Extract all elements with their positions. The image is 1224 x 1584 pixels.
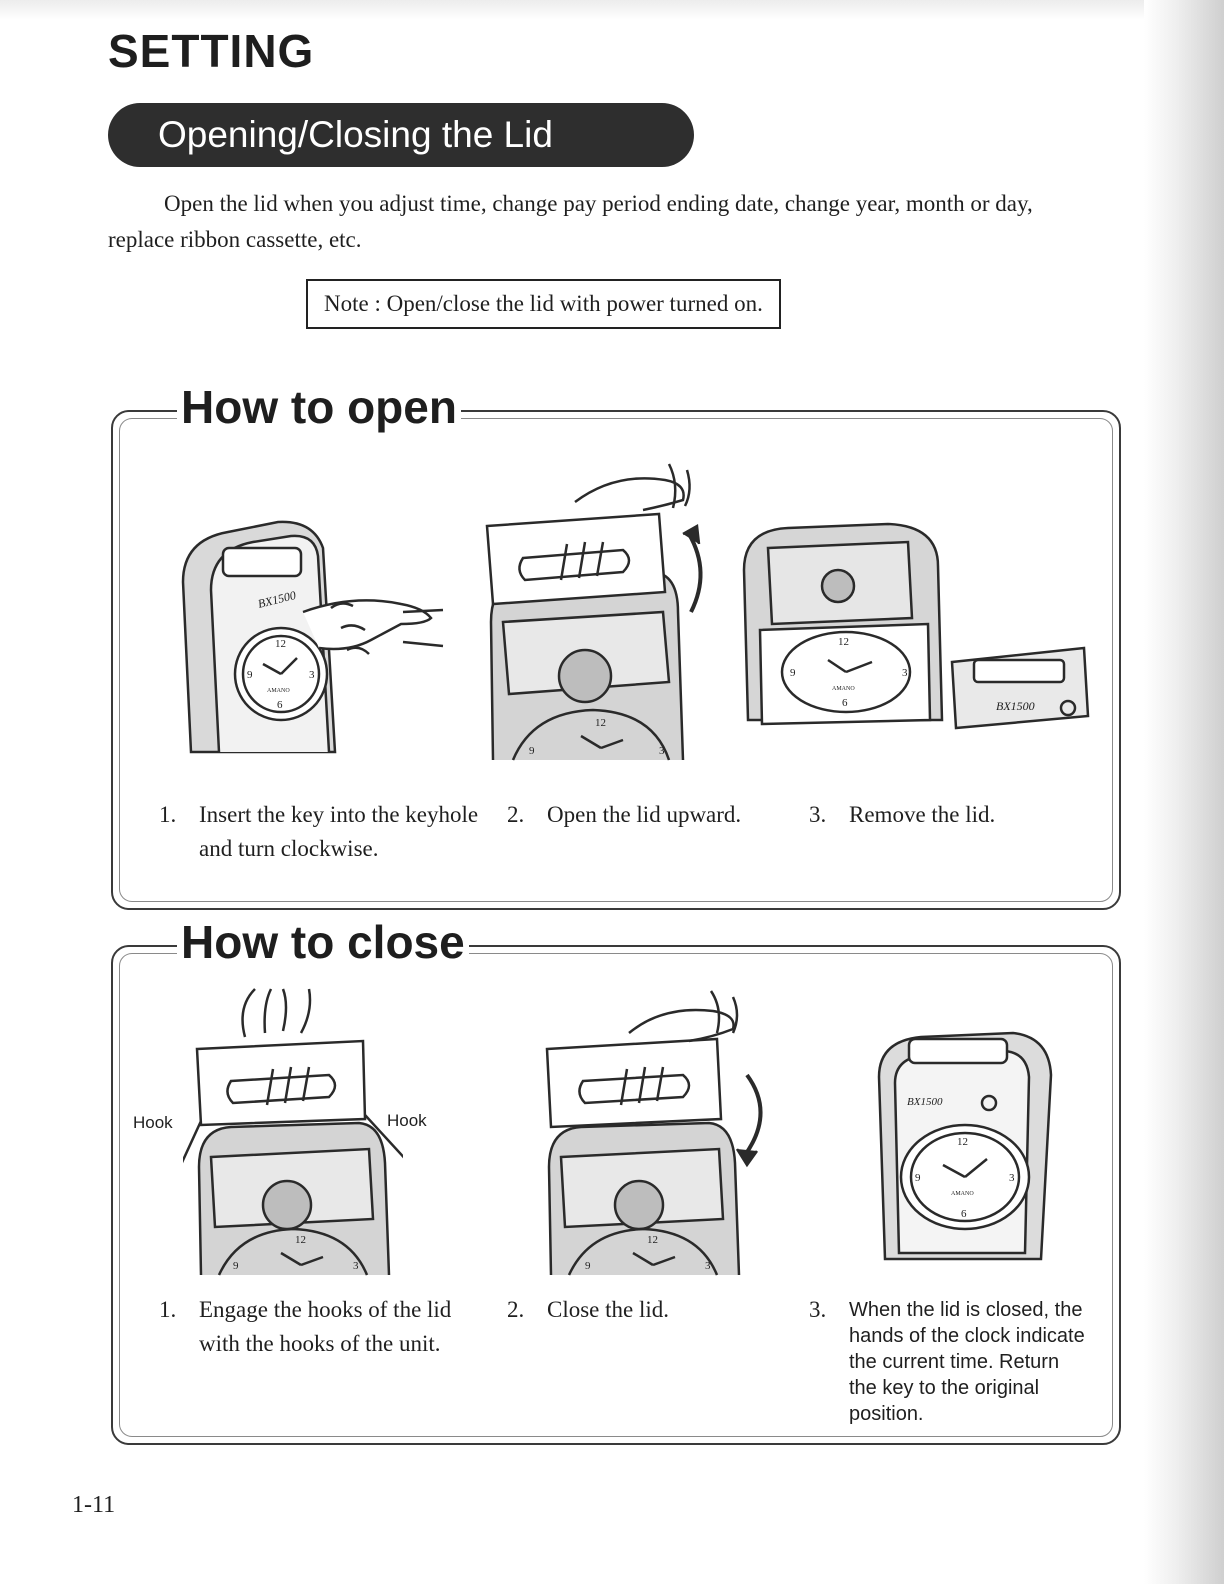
page-edge-shadow-top: [0, 0, 1224, 20]
close-step-2: [507, 1293, 767, 1327]
how-to-open-panel: [111, 381, 1121, 910]
clock-number: 3: [353, 1260, 359, 1272]
section-heading: SETTING: [108, 25, 315, 77]
how-to-close-title: How to close: [177, 915, 469, 969]
clock-number: 12: [838, 636, 849, 648]
how-to-open-title: How to open: [177, 380, 461, 434]
model-label: BX1500: [907, 1096, 943, 1108]
note-box: Note : Open/close the lid with power turned on.: [306, 279, 781, 329]
step-text: Remove the lid.: [849, 802, 996, 827]
brand-label: AMANO: [951, 1191, 974, 1197]
clock-number: 6: [961, 1208, 967, 1220]
illustration-insert-key: [163, 512, 453, 762]
clock-number: 9: [915, 1172, 921, 1184]
step-number: 1.: [159, 1297, 177, 1322]
clock-number: 12: [295, 1234, 306, 1246]
illustration-engage-hooks: [183, 987, 403, 1277]
step-number: 2.: [507, 1297, 525, 1322]
step-text: Engage the hooks of the lid with the hooks of the unit.: [199, 1297, 452, 1356]
clock-number: 3: [309, 669, 315, 681]
illustration-lid-closed: [865, 1027, 1065, 1267]
how-to-close-panel: [111, 916, 1121, 1445]
brand-label: AMANO: [832, 686, 855, 692]
intro-paragraph: Open the lid when you adjust time, change pay period ending date, change year, month or day, replace ribbon cassette, etc.: [108, 191, 1033, 252]
step-number: 2.: [507, 802, 525, 827]
hook-label-left: Hook: [133, 1113, 173, 1132]
subsection-heading: Opening/Closing the Lid: [108, 103, 694, 167]
clock-number: 3: [1009, 1172, 1015, 1184]
step-number: 3.: [809, 1297, 827, 1322]
page-number: 1-11: [72, 1492, 116, 1518]
clock-number: 6: [842, 697, 848, 709]
clock-number: 9: [247, 669, 253, 681]
clock-number: 9: [233, 1260, 239, 1272]
illustration-open-lid: [473, 462, 723, 762]
page-edge-shadow-right: [1144, 0, 1224, 1584]
clock-number: 12: [957, 1136, 968, 1148]
step-text: Open the lid upward.: [547, 802, 742, 827]
close-step-3: [809, 1297, 1089, 1427]
clock-number: 9: [790, 667, 796, 679]
clock-number: 12: [595, 717, 606, 729]
step-text: Insert the key into the keyhole and turn clockwise.: [199, 802, 479, 861]
open-step-1: [159, 798, 489, 866]
step-text: Close the lid.: [547, 1297, 670, 1322]
illustration-close-lid: [533, 987, 793, 1277]
model-label: BX1500: [996, 699, 1035, 713]
brand-label: AMANO: [267, 688, 290, 694]
step-text: When the lid is closed, the hands of the clock indicate the current time. Return the key to the original position.: [849, 1299, 1085, 1425]
hook-label-right: Hook: [387, 1111, 427, 1130]
close-step-1: [159, 1293, 489, 1361]
open-step-2: [507, 798, 747, 832]
clock-number: 12: [647, 1234, 658, 1246]
open-step-3: [809, 798, 1099, 832]
clock-number: 9: [585, 1260, 591, 1272]
clock-number: 3: [902, 667, 908, 679]
model-label: BX1500: [256, 587, 298, 611]
clock-number: 9: [529, 745, 535, 757]
clock-number: 3: [659, 745, 665, 757]
clock-number: 12: [275, 638, 286, 650]
step-number: 3.: [809, 802, 827, 827]
clock-number: 6: [277, 699, 283, 711]
clock-number: 3: [705, 1260, 711, 1272]
illustration-remove-lid: [738, 520, 1098, 740]
step-number: 1.: [159, 802, 177, 827]
